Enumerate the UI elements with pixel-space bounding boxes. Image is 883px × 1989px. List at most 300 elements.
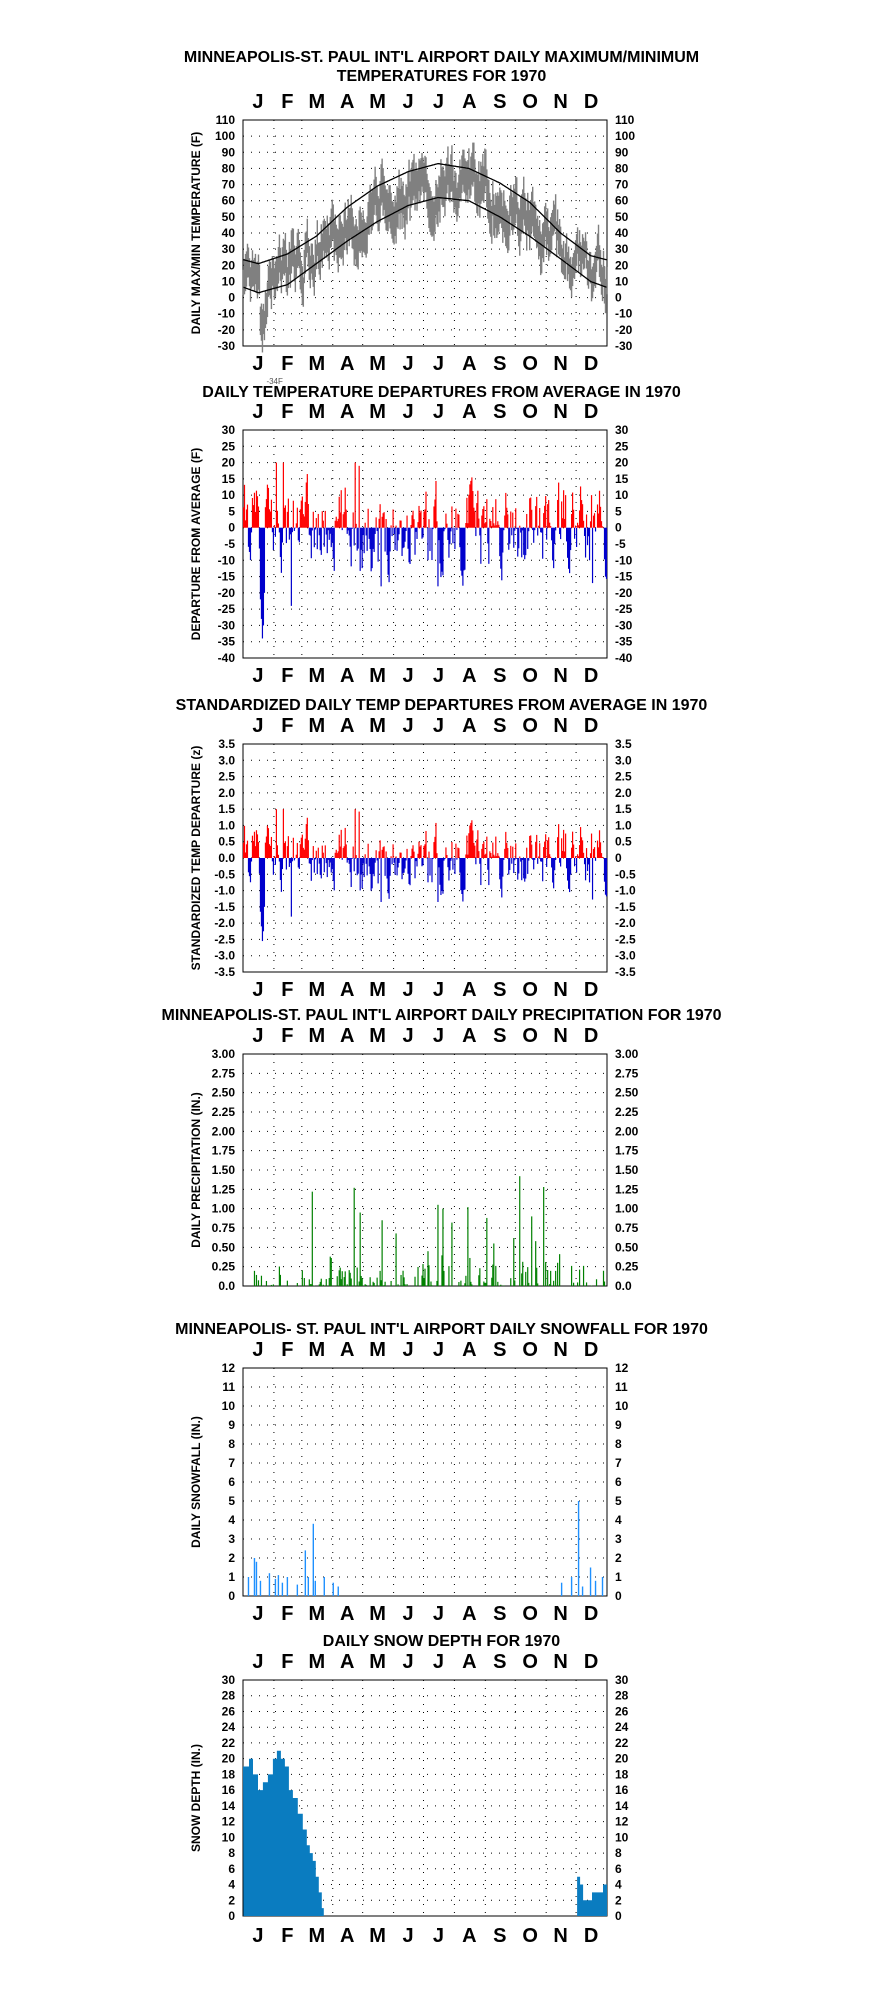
snowfall-month-top: N [553,1339,568,1361]
precip-ytick-left: 1.25 [211,1182,235,1197]
standardized-month-bottom: A [339,979,355,1001]
departures-ytick-left: 0 [228,520,235,535]
departures-ytick-left: -5 [224,537,235,551]
temps-ytick-right: 110 [615,113,635,127]
departures-ytick-right: 10 [615,488,629,503]
temps-month-bottom: M [369,353,386,375]
departures-ytick-right: 15 [615,471,629,486]
snowdepth-ylabel: SNOW DEPTH (IN.) [189,1744,203,1852]
departures-month-top: O [522,401,538,423]
standardized-month-bottom: F [281,979,294,1001]
snowfall-month-bottom: S [493,1603,507,1625]
precip-ytick-right: 2.25 [615,1105,639,1119]
snowfall-ytick-left: 4 [228,1513,235,1527]
snowdepth-ytick-right: 12 [615,1814,629,1829]
precip-month-top: O [522,1025,538,1047]
standardized-month-top: F [281,715,294,737]
standardized-ytick-right: -3.5 [615,965,636,979]
snowfall-month-top: A [462,1339,477,1361]
snowfall-ytick-right: 0 [615,1589,622,1603]
departures-month-bottom: D [583,665,599,687]
snowdepth-ytick-left: 16 [221,1783,235,1798]
snowfall-month-top: J [252,1339,264,1361]
departures-ytick-left: 30 [221,423,235,437]
snowdepth-month-bottom: F [281,1925,294,1947]
departures-month-bottom: J [252,665,264,687]
snowfall-month-bottom: F [281,1603,294,1625]
temps-month-top: D [583,91,599,113]
snowfall-ytick-left: 10 [221,1399,235,1413]
standardized-month-bottom: N [553,979,568,1001]
snowdepth-ytick-right: 18 [615,1767,629,1782]
departures-month-top: S [493,401,507,423]
temps-month-top: M [369,91,386,113]
snowdepth-month-top: M [308,1651,326,1673]
standardized-ytick-right: 2.5 [615,769,632,784]
precip-ytick-right: 2.50 [615,1085,639,1100]
temps-ytick-right: -30 [615,339,633,353]
snowfall-month-bottom: D [583,1603,599,1625]
snowfall-ytick-left: 3 [228,1532,235,1546]
departures-month-bottom: M [308,665,326,687]
precip-chart [0,1024,883,1314]
snowfall-plot-frame [243,1368,607,1596]
snowdepth-month-bottom: M [308,1925,326,1947]
snowdepth-ytick-right: 4 [615,1877,622,1892]
snowdepth-ytick-left: 30 [221,1673,235,1687]
precip-month-top: M [308,1025,326,1047]
snowfall-chart [0,1338,883,1638]
precip-month-top: J [402,1025,414,1047]
standardized-ytick-left: 2.0 [218,785,235,800]
snowdepth-ytick-left: 6 [228,1861,235,1876]
temps-ytick-right: 30 [615,242,629,257]
standardized-month-bottom: O [522,979,538,1001]
temps-ytick-right: 60 [615,193,629,208]
departures-ytick-right: -5 [615,537,626,551]
precip-ytick-left: 1.75 [211,1143,235,1158]
temps-month-bottom: A [462,353,477,375]
snowfall-month-top: O [522,1339,538,1361]
departures-ytick-right: -30 [615,618,633,633]
snowdepth-ytick-left: 10 [221,1830,235,1845]
temps-month-top: O [522,91,538,113]
snowfall-ytick-right: 2 [615,1551,622,1565]
snowfall-ytick-right: 10 [615,1399,629,1413]
temps-ylabel: DAILY MAX/MIN TEMPERATURE (F) [189,131,203,335]
standardized-ytick-left: 2.5 [218,769,235,784]
snowfall-ytick-right: 9 [615,1418,622,1432]
departures-ytick-right: 30 [615,423,629,437]
snowdepth-ytick-right: 16 [615,1783,629,1798]
departures-ytick-right: -40 [615,651,633,665]
snowdepth-ytick-right: 10 [615,1830,629,1845]
snowfall-ytick-left: 8 [228,1437,235,1451]
departures-month-top: F [281,401,294,423]
standardized-ytick-left: -2.5 [214,932,235,947]
departures-ytick-left: 10 [221,488,235,503]
standardized-month-top: A [462,715,477,737]
snowdepth-ytick-left: 28 [221,1688,235,1703]
snowfall-ytick-left: 2 [228,1551,235,1565]
snowfall-ytick-left: 6 [228,1475,235,1489]
temps-ytick-right: 20 [615,258,629,273]
snowdepth-month-top: F [281,1651,294,1673]
standardized-ytick-right: -2.0 [615,916,636,931]
departures-month-top: N [553,401,568,423]
precip-ytick-left: 1.00 [211,1201,235,1216]
standardized-month-top: N [553,715,568,737]
precip-ytick-left: 0.50 [211,1240,235,1255]
standardized-ylabel: STANDARDIZED TEMP DEPARTURE (z) [189,745,203,971]
standardized-ytick-left: 0.5 [218,834,235,849]
precip-ytick-right: 1.75 [615,1143,639,1158]
snowfall-title: MINNEAPOLIS- ST. PAUL INT'L AIRPORT DAILY SNOWFALL FOR 1970 [175,1321,708,1338]
snowfall-month-bottom: M [308,1603,326,1625]
snowfall-month-top: J [432,1339,445,1361]
temps-month-top: M [308,91,326,113]
snowfall-month-top: S [493,1339,507,1361]
standardized-month-bottom: S [493,979,507,1001]
snowdepth-ytick-left: 14 [221,1798,235,1813]
temps-ytick-left: 100 [214,129,235,144]
snowfall-ytick-right: 5 [615,1494,622,1508]
standardized-ytick-right: -0.5 [615,867,636,882]
departures-month-top: M [369,401,386,423]
precip-month-top: A [339,1025,355,1047]
snowfall-ytick-right: 8 [615,1437,622,1451]
snowfall-month-bottom: O [522,1603,538,1625]
standardized-month-bottom: D [583,979,599,1001]
precip-ytick-left: 1.50 [211,1163,235,1177]
departures-ytick-right: 0 [615,520,622,535]
standardized-ytick-right: -1.5 [615,899,636,914]
standardized-month-top: J [402,715,414,737]
temps-month-top: J [432,91,445,113]
departures-month-bottom: O [522,665,538,687]
snowdepth-month-top: J [252,1651,264,1673]
snowdepth-ytick-right: 20 [615,1751,629,1766]
standardized-month-bottom: M [308,979,326,1001]
standardized-ytick-right: 3.5 [615,737,632,751]
snowfall-month-bottom: J [432,1603,445,1625]
precip-ytick-right: 0.75 [615,1221,639,1235]
standardized-month-top: J [252,715,264,737]
departures-ytick-left: -30 [217,618,235,633]
precip-month-top: S [493,1025,507,1047]
departures-ytick-right: 5 [615,504,622,519]
snowdepth-ytick-right: 6 [615,1861,622,1876]
standardized-ytick-right: 1.5 [615,802,632,817]
precip-ytick-left: 2.75 [211,1066,235,1081]
temps-month-top: J [402,91,414,113]
departures-month-bottom: J [402,665,414,687]
departures-month-bottom: F [281,665,294,687]
snowfall-month-top: A [339,1339,355,1361]
departures-month-bottom: S [493,665,507,687]
departures-ytick-left: 15 [221,471,235,486]
snowdepth-ytick-left: 12 [221,1814,235,1829]
snowdepth-month-top: A [339,1651,355,1673]
temps-ytick-left: 90 [221,145,235,160]
departures-month-top: J [432,401,445,423]
standardized-ytick-right: -3.0 [615,948,636,963]
temps-month-bottom: J [402,353,414,375]
temps-month-top: A [462,91,477,113]
departures-chart [0,400,883,700]
temps-ytick-left: 30 [221,242,235,257]
snowdepth-month-bottom: S [493,1925,507,1947]
standardized-month-top: M [369,715,386,737]
departures-ylabel: DEPARTURE FROM AVERAGE (F) [189,447,203,641]
temps-month-bottom: O [522,353,538,375]
snowdepth-title: DAILY SNOW DEPTH FOR 1970 [322,1633,561,1650]
departures-ytick-right: -20 [615,585,633,600]
snowdepth-month-top: D [583,1651,599,1673]
departures-ytick-left: 20 [221,455,235,470]
temps-ytick-left: 0 [228,290,235,305]
temps-ytick-left: 40 [221,226,235,240]
departures-ytick-left: 25 [221,439,235,454]
temps-month-bottom: J [432,353,445,375]
temps-ytick-left: -10 [217,306,235,321]
snowdepth-month-top: O [522,1651,538,1673]
departures-ytick-left: -25 [217,602,235,617]
temps-chart [0,90,883,390]
snowdepth-ytick-right: 14 [615,1798,629,1813]
snowdepth-ytick-right: 28 [615,1688,629,1703]
snowdepth-ytick-left: 0 [228,1909,235,1923]
departures-month-bottom: A [462,665,477,687]
snowfall-ytick-right: 7 [615,1456,622,1470]
temps-ytick-right: -20 [615,322,633,337]
departures-month-bottom: J [432,665,445,687]
precip-plot-frame [243,1054,607,1286]
departures-ytick-right: -10 [615,553,633,568]
departures-month-bottom: M [369,665,386,687]
temps-ytick-left: 20 [221,258,235,273]
temps-ytick-left: -20 [217,322,235,337]
snowfall-month-bottom: A [462,1603,477,1625]
snowdepth-ytick-left: 4 [228,1877,235,1892]
snowdepth-month-bottom: O [522,1925,538,1947]
standardized-ytick-right: 1.0 [615,818,632,833]
standardized-ytick-right: 3.0 [615,753,632,768]
temps-ytick-left: -30 [217,339,235,353]
standardized-ytick-left: -2.0 [214,916,235,931]
standardized-ytick-right: -2.5 [615,932,636,947]
departures-ytick-left: -40 [217,651,235,665]
standardized-ytick-right: 2.0 [615,785,632,800]
snowfall-ytick-left: 11 [222,1380,235,1394]
temps-ytick-right: 40 [615,226,629,240]
snowdepth-ytick-left: 26 [221,1704,235,1719]
snowdepth-ytick-right: 24 [615,1720,629,1735]
standardized-ytick-left: 1.0 [218,818,235,833]
snowdepth-ytick-left: 20 [221,1751,235,1766]
snowfall-ytick-right: 6 [615,1475,622,1489]
precip-ytick-left: 0.0 [218,1279,235,1293]
snowdepth-month-bottom: N [553,1925,568,1947]
snowdepth-ytick-left: 24 [221,1720,235,1735]
temps-title-line1: MINNEAPOLIS-ST. PAUL INT'L AIRPORT DAILY MAXIMUM/MINIMUM [183,49,700,66]
snowfall-month-top: J [402,1339,414,1361]
precip-month-top: F [281,1025,294,1047]
temps-ytick-left: 50 [221,209,235,224]
precip-month-top: N [553,1025,568,1047]
standardized-ytick-left: -1.0 [214,883,235,898]
temps-month-bottom: J [252,353,264,375]
departures-ytick-right: -35 [615,634,633,649]
precip-month-top: J [432,1025,445,1047]
departures-ytick-right: 20 [615,455,629,470]
precip-ytick-right: 0.25 [615,1259,639,1274]
temps-month-top: A [339,91,355,113]
standardized-ytick-left: 0.0 [218,851,235,865]
snowdepth-month-top: S [493,1651,507,1673]
snowfall-ytick-right: 4 [615,1513,622,1527]
standardized-ytick-left: 3.5 [218,737,235,751]
standardized-ytick-left: -1.5 [214,899,235,914]
snowdepth-month-bottom: A [462,1925,477,1947]
snowdepth-month-bottom: J [402,1925,414,1947]
temps-ytick-right: 50 [615,209,629,224]
temps-month-bottom: N [553,353,568,375]
snowfall-month-bottom: A [339,1603,355,1625]
standardized-month-top: A [339,715,355,737]
snowfall-ytick-left: 0 [228,1589,235,1603]
precip-ytick-left: 2.50 [211,1085,235,1100]
snowdepth-month-top: J [432,1651,445,1673]
precip-ytick-right: 2.00 [615,1124,639,1139]
snowfall-month-bottom: M [369,1603,386,1625]
departures-month-top: A [462,401,477,423]
snowfall-ylabel: DAILY SNOWFALL (IN.) [189,1416,203,1548]
snowdepth-ytick-right: 0 [615,1909,622,1923]
standardized-month-top: O [522,715,538,737]
departures-month-bottom: A [339,665,355,687]
snowfall-ytick-right: 3 [615,1532,622,1546]
precip-ylabel: DAILY PRECIPITATION (IN.) [189,1092,203,1248]
snowdepth-ytick-right: 22 [615,1735,629,1750]
precip-month-top: M [369,1025,386,1047]
temps-ytick-left: 60 [221,193,235,208]
standardized-chart [0,714,883,1014]
standardized-month-bottom: M [369,979,386,1001]
departures-month-top: A [339,401,355,423]
snowdepth-ytick-right: 2 [615,1893,622,1908]
snowdepth-ytick-left: 2 [228,1893,235,1908]
snowfall-month-top: D [583,1339,599,1361]
standardized-month-top: S [493,715,507,737]
precip-title: MINNEAPOLIS-ST. PAUL INT'L AIRPORT DAILY PRECIPITATION FOR 1970 [161,1007,722,1024]
precip-ytick-right: 0.0 [615,1279,632,1293]
snowdepth-month-bottom: J [252,1925,264,1947]
temps-month-bottom: S [493,353,507,375]
temps-month-top: N [553,91,568,113]
standardized-ytick-right: 0 [615,851,622,865]
departures-ytick-left: -20 [217,585,235,600]
standardized-ytick-left: -3.0 [214,948,235,963]
departures-ytick-left: -35 [217,634,235,649]
standardized-month-bottom: A [462,979,477,1001]
precip-ytick-right: 0.50 [615,1240,639,1255]
snowfall-month-bottom: N [553,1603,568,1625]
temps-ytick-right: 100 [615,129,636,144]
departures-month-top: J [402,401,414,423]
snowfall-ytick-left: 5 [228,1494,235,1508]
snowfall-month-top: M [369,1339,386,1361]
temps-ytick-left: 80 [221,161,235,176]
precip-ytick-left: 0.75 [211,1221,235,1235]
standardized-month-bottom: J [402,979,414,1001]
snowdepth-month-bottom: A [339,1925,355,1947]
temps-month-top: J [252,91,264,113]
standardized-month-top: M [308,715,326,737]
snowdepth-chart [0,1650,883,1980]
snowdepth-month-bottom: M [369,1925,386,1947]
temps-ytick-right: 10 [615,274,629,289]
snowdepth-month-bottom: J [432,1925,445,1947]
temps-min-annotation: -34F [266,377,283,386]
snowdepth-ytick-left: 22 [221,1735,235,1750]
snowdepth-month-bottom: D [583,1925,599,1947]
snowfall-ytick-right: 11 [615,1380,628,1394]
temps-ytick-right: 80 [615,161,629,176]
snowdepth-ytick-right: 8 [615,1846,622,1861]
departures-month-top: D [583,401,599,423]
precip-ytick-right: 1.50 [615,1163,639,1177]
snowfall-month-bottom: J [252,1603,264,1625]
departures-ytick-right: -15 [615,569,633,584]
snowdepth-ytick-left: 8 [228,1846,235,1861]
standardized-ytick-left: 3.0 [218,753,235,768]
snowfall-ytick-left: 1 [228,1570,235,1584]
snowfall-ytick-left: 12 [221,1361,235,1375]
precip-ytick-right: 1.00 [615,1201,639,1216]
precip-ytick-left: 3.00 [211,1047,235,1061]
precip-month-top: A [462,1025,477,1047]
temps-ytick-right: -10 [615,306,633,321]
snowfall-ytick-left: 7 [228,1456,235,1470]
temps-ytick-left: 10 [221,274,235,289]
snowdepth-month-top: A [462,1651,477,1673]
precip-ytick-left: 2.25 [211,1105,235,1119]
precip-ytick-left: 2.00 [211,1124,235,1139]
precip-month-top: D [583,1025,599,1047]
standardized-ytick-right: 0.5 [615,834,632,849]
departures-ytick-right: -25 [615,602,633,617]
temps-ytick-left: 110 [215,113,235,127]
departures-ytick-left: 5 [228,504,235,519]
temps-ytick-right: 70 [615,177,629,192]
standardized-title: STANDARDIZED DAILY TEMP DEPARTURES FROM AVERAGE IN 1970 [175,697,708,714]
snowfall-ytick-right: 12 [615,1361,629,1375]
temps-month-bottom: M [308,353,326,375]
precip-month-top: J [252,1025,264,1047]
snowfall-month-bottom: J [402,1603,414,1625]
departures-month-top: J [252,401,264,423]
temps-ytick-left: 70 [221,177,235,192]
snowdepth-month-top: M [369,1651,386,1673]
snowfall-ytick-left: 9 [228,1418,235,1432]
departures-ytick-left: -10 [217,553,235,568]
standardized-ytick-right: -1.0 [615,883,636,898]
temps-title-line2: TEMPERATURES FOR 1970 [336,68,547,85]
snowdepth-ytick-right: 30 [615,1673,629,1687]
departures-ytick-left: -15 [217,569,235,584]
temps-month-bottom: A [339,353,355,375]
